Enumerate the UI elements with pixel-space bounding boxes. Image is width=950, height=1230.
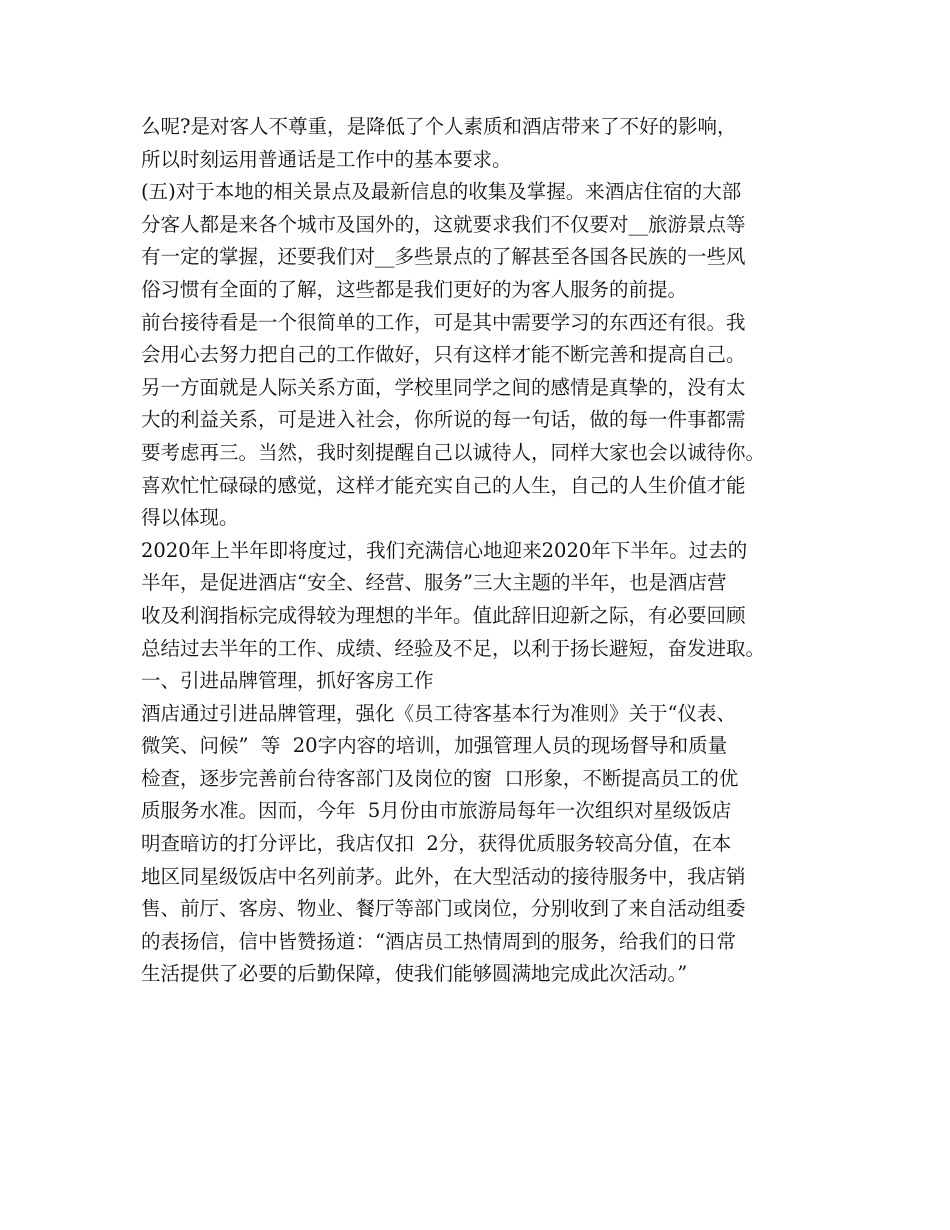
text-line: 的表扬信，信中皆赞扬道：“酒店员工热情周到的服务，给我们的日常: [141, 929, 736, 953]
text-line: (五)对于本地的相关景点及最新信息的收集及掌握。来酒店住宿的大部: [141, 180, 742, 204]
text-line: 俗习惯有全面的了解，这些都是我们更好的为客人服务的前提。: [141, 277, 688, 301]
text-line: 得以体现。: [141, 506, 239, 530]
text-line: 地区同星级饭店中名列前茅。此外，在大型活动的接待服务中，我店销: [141, 864, 746, 888]
text-line: 前台接待看是一个很简单的工作，可是其中需要学习的东西还有很。我: [141, 310, 746, 334]
text-line: 酒店通过引进品牌管理，强化《员工待客基本行为准则》关于“仪表、: [141, 701, 736, 725]
text-line: 分客人都是来各个城市及国外的，这就要求我们不仅要对__旅游景点等: [141, 212, 746, 236]
text-line: 半年，是促进酒店“安全、经营、服务”三大主题的半年，也是酒店营: [141, 571, 727, 595]
text-line: 2020年上半年即将度过，我们充满信心地迎来2020年下半年。过去的: [141, 538, 748, 562]
text-line: 总结过去半年的工作、成绩、经验及不足，以利于扬长避短，奋发进取。: [141, 636, 766, 660]
text-line: 收及利润指标完成得较为理想的半年。值此辞旧迎新之际，有必要回顾: [141, 603, 746, 627]
text-line: 要考虑再三。当然，我时刻提醒自己以诚待人，同样大家也会以诚待你。: [141, 440, 766, 464]
text-line: 微笑、问候” 等 20字内容的培训，加强管理人员的现场督导和质量: [141, 734, 728, 758]
text-line: 明查暗访的打分评比，我店仅扣 2分，获得优质服务较高分值，在本: [141, 832, 732, 856]
text-line: 有一定的掌握，还要我们对__多些景点的了解甚至各国各民族的一些风: [141, 245, 746, 269]
text-line: 售、前厅、客房、物业、餐厅等部门或岗位，分别收到了来自活动组委: [141, 897, 746, 921]
text-line: 大的利益关系，可是进入社会，你所说的每一句话，做的每一件事都需: [141, 408, 746, 432]
text-line: 喜欢忙忙碌碌的感觉，这样才能充实自己的人生，自己的人生价值才能: [141, 473, 746, 497]
text-line: 质服务水准。因而，今年 5月份由市旅游局每年一次组织对星级饭店: [141, 799, 732, 823]
text-line: 么呢?是对客人不尊重，是降低了个人素质和酒店带来了不好的影响，: [141, 115, 737, 138]
text-line: 一、引进品牌管理，抓好客房工作: [141, 669, 434, 693]
text-line: 另一方面就是人际关系方面，学校里同学之间的感情是真挚的，没有太: [141, 375, 746, 399]
text-line: 生活提供了必要的后勤保障，使我们能够圆满地完成此次活动。”: [141, 962, 688, 986]
text-line: 会用心去努力把自己的工作做好，只有这样才能不断完善和提高自己。: [141, 343, 746, 367]
text-line: 所以时刻运用普通话是工作中的基本要求。: [141, 147, 512, 171]
text-line: 检查，逐步完善前台待客部门及岗位的窗 口形象，不断提高员工的优: [141, 766, 739, 790]
body-text: [141, 111, 831, 991]
